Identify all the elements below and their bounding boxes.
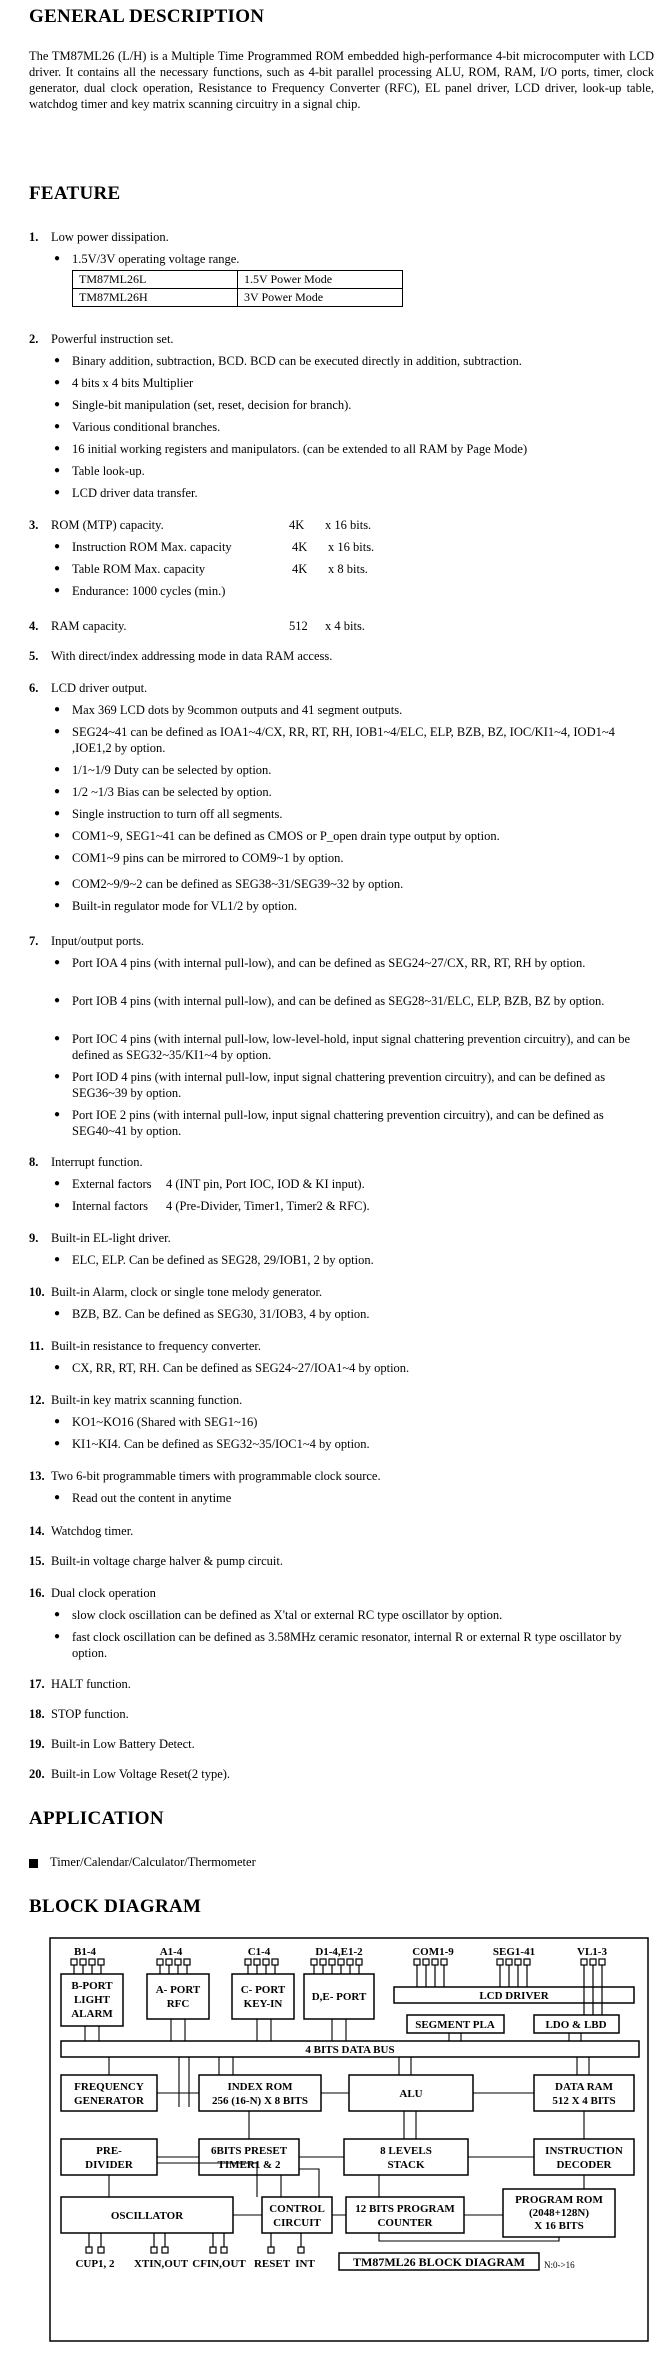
program-rom-label: X 16 BITS bbox=[534, 2220, 584, 2232]
feature-7-bullet: ● Port IOB 4 pins (with internal pull-low), and can be defined as SEG28~31/ELC, ELP, BZB, BZ by option. bbox=[54, 993, 649, 1009]
feature-2-bullet: ● 16 initial working registers and manipulators. (can be extended to all RAM by Page Mode) bbox=[54, 441, 649, 457]
feature-8-bullet: ● External factors 4 (INT pin, Port IOC, IOD & KI input). bbox=[54, 1176, 649, 1192]
feature-2-bullet: ● LCD driver data transfer. bbox=[54, 485, 649, 501]
b-port-label: B-PORT bbox=[71, 1980, 113, 1992]
data-ram-label: 512 X 4 BITS bbox=[552, 2095, 616, 2107]
feature-3-bullet: ● Instruction ROM Max. capacity 4K x 16 bits. bbox=[54, 539, 649, 555]
feature-2-bullet: ● Single-bit manipulation (set, reset, decision for branch). bbox=[54, 397, 649, 413]
program-rom-label: PROGRAM ROM bbox=[515, 2194, 603, 2206]
timer-label: TIMER1 & 2 bbox=[217, 2159, 281, 2171]
feature-12: 12. Built-in key matrix scanning function. bbox=[29, 1393, 243, 1407]
index-rom-label: 256 (16-N) X 8 BITS bbox=[212, 2095, 308, 2107]
square-bullet-icon bbox=[29, 1859, 38, 1868]
a-port-block bbox=[147, 1974, 209, 2019]
feature-3: 3. ROM (MTP) capacity. 4K x 16 bits. bbox=[29, 518, 372, 532]
feature-2-bullet: ● Various conditional branches. bbox=[54, 419, 649, 435]
table-row: TM87ML26L 1.5V Power Mode bbox=[73, 271, 403, 289]
data-ram-label: DATA RAM bbox=[555, 2081, 613, 2093]
frequency-generator-label: GENERATOR bbox=[74, 2095, 144, 2107]
stack-label: STACK bbox=[387, 2159, 425, 2171]
pin-label-de: D1-4,E1-2 bbox=[315, 1946, 363, 1958]
feature-8: 8. Interrupt function. bbox=[29, 1155, 143, 1169]
feature-1-bullet: ● 1.5V/3V operating voltage range. bbox=[54, 251, 649, 267]
feature-3-bullet: ● Table ROM Max. capacity 4K x 8 bits. bbox=[54, 561, 649, 577]
block-diagram-heading: BLOCK DIAGRAM bbox=[29, 1896, 202, 1917]
pin-label-b: B1-4 bbox=[74, 1946, 96, 1958]
de-port-label: D,E- PORT bbox=[311, 1991, 367, 2003]
feature-2-bullet: ● Binary addition, subtraction, BCD. BCD can be executed directly in addition, subtraction. bbox=[54, 353, 649, 369]
feature-6-bullet: ● Max 369 LCD dots by 9common outputs and 41 segment outputs. bbox=[54, 702, 649, 718]
feature-2-bullet: ● Table look-up. bbox=[54, 463, 649, 479]
feature-3-bullet: ● Endurance: 1000 cycles (min.) bbox=[54, 583, 649, 599]
feature-19: 19. Built-in Low Battery Detect. bbox=[29, 1737, 195, 1751]
program-counter-label: COUNTER bbox=[377, 2217, 433, 2229]
feature-16: 16. Dual clock operation bbox=[29, 1586, 156, 1600]
feature-14: 14. Watchdog timer. bbox=[29, 1524, 134, 1538]
pin-label-c: C1-4 bbox=[247, 1946, 271, 1958]
feature-8-bullet: ● Internal factors 4 (Pre-Divider, Timer1, Timer2 & RFC). bbox=[54, 1198, 649, 1214]
program-counter-label: 12 BITS PROGRAM bbox=[355, 2203, 455, 2215]
b-port-label: ALARM bbox=[71, 2008, 113, 2020]
feature-6-bullet: ● SEG24~41 can be defined as IOA1~4/CX, RR, RT, RH, IOB1~4/ELC, ELP, BZB, BZ, IOC/KI1~4, IOD1~4 ,IOE1,2 by option. bbox=[54, 724, 649, 756]
pre-divider-label: DIVIDER bbox=[85, 2159, 133, 2171]
feature-1: 1. Low power dissipation. bbox=[29, 230, 169, 244]
diagram-caption: TM87ML26 BLOCK DIAGRAM bbox=[353, 2255, 525, 2269]
feature-12-bullet: ● KO1~KO16 (Shared with SEG1~16) bbox=[54, 1414, 649, 1430]
pin-label-com: COM1-9 bbox=[412, 1946, 454, 1958]
pin-label-cup: CUP1, 2 bbox=[75, 2258, 115, 2270]
feature-10-bullet: ● BZB, BZ. Can be defined as SEG30, 31/IOB3, 4 by option. bbox=[54, 1306, 649, 1322]
ldo-lbd-label: LDO & LBD bbox=[545, 2019, 607, 2031]
feature-6-bullet: ● 1/2 ~1/3 Bias can be selected by option. bbox=[54, 784, 649, 800]
bottom-pins bbox=[86, 2233, 304, 2253]
instruction-decoder-label: DECODER bbox=[556, 2159, 612, 2171]
feature-20: 20. Built-in Low Voltage Reset(2 type). bbox=[29, 1767, 231, 1781]
c-port-label: C- PORT bbox=[240, 1984, 286, 1996]
stack-label: 8 LEVELS bbox=[380, 2145, 432, 2157]
feature-7-bullet: ● Port IOD 4 pins (with internal pull-low, input signal chattering prevention circuitry), and can be defined as SEG36~39 by option. bbox=[54, 1069, 649, 1101]
pin-label-a: A1-4 bbox=[159, 1946, 183, 1958]
feature-6-bullet: ● Single instruction to turn off all segments. bbox=[54, 806, 649, 822]
pin-label-vl: VL1-3 bbox=[577, 1946, 607, 1958]
feature-11: 11. Built-in resistance to frequency converter. bbox=[29, 1339, 261, 1353]
table-row: TM87ML26H 3V Power Mode bbox=[73, 289, 403, 307]
feature-16-bullet: ● slow clock oscillation can be defined as X'tal or external RC type oscillator by option. bbox=[54, 1607, 649, 1623]
feature-12-bullet: ● KI1~KI4. Can be defined as SEG32~35/IOC1~4 by option. bbox=[54, 1436, 649, 1452]
feature-2-bullet: ● 4 bits x 4 bits Multiplier bbox=[54, 375, 649, 391]
feature-5: 5. With direct/index addressing mode in data RAM access. bbox=[29, 649, 333, 663]
pin-label-int: INT bbox=[295, 2258, 315, 2270]
b-port-label: LIGHT bbox=[73, 1994, 111, 2006]
timer-label: 6BITS PRESET bbox=[210, 2145, 288, 2157]
c-port-block bbox=[232, 1974, 294, 2019]
feature-heading: FEATURE bbox=[29, 183, 121, 204]
pin-label-reset: RESET bbox=[253, 2258, 291, 2270]
pin-label-seg: SEG1-41 bbox=[492, 1946, 536, 1958]
a-port-label: RFC bbox=[166, 1998, 190, 2010]
feature-10: 10. Built-in Alarm, clock or single tone melody generator. bbox=[29, 1285, 323, 1299]
lcd-driver-label: LCD DRIVER bbox=[479, 1990, 549, 2002]
block-diagram bbox=[49, 1937, 649, 2342]
feature-6-bullet: ● COM2~9/9~2 can be defined as SEG38~31/SEG39~32 by option. bbox=[54, 876, 649, 892]
instruction-decoder-label: INSTRUCTION bbox=[545, 2145, 623, 2157]
feature-6-bullet: ● Built-in regulator mode for VL1/2 by option. bbox=[54, 898, 649, 914]
data-bus-label: 4 BITS DATA BUS bbox=[305, 2044, 395, 2056]
feature-13-bullet: ● Read out the content in anytime bbox=[54, 1490, 649, 1506]
feature-7-bullet: ● Port IOA 4 pins (with internal pull-low), and can be defined as SEG24~27/CX, RR, RT, RH by option. bbox=[54, 955, 649, 971]
feature-4: 4. RAM capacity. 512 x 4 bits. bbox=[29, 619, 365, 633]
feature-7-bullet: ● Port IOC 4 pins (with internal pull-low, low-level-hold, input signal chattering prevention circuitry), and can be defined as SEG32~35/KI1~4 by option. bbox=[54, 1031, 649, 1063]
application-item: Timer/Calendar/Calculator/Thermometer bbox=[29, 1854, 256, 1870]
feature-13: 13. Two 6-bit programmable timers with programmable clock source. bbox=[29, 1469, 381, 1483]
c-port-label: KEY-IN bbox=[243, 1998, 283, 2010]
feature-6-bullet: ● 1/1~1/9 Duty can be selected by option. bbox=[54, 762, 649, 778]
feature-6: 6. LCD driver output. bbox=[29, 681, 148, 695]
power-mode-table bbox=[72, 270, 403, 307]
a-port-label: A- PORT bbox=[155, 1984, 201, 1996]
feature-2: 2. Powerful instruction set. bbox=[29, 332, 174, 346]
pre-divider-label: PRE- bbox=[96, 2145, 122, 2157]
oscillator-label: OSCILLATOR bbox=[110, 2210, 184, 2222]
general-description-heading: GENERAL DESCRIPTION bbox=[29, 6, 265, 27]
feature-11-bullet: ● CX, RR, RT, RH. Can be defined as SEG24~27/IOA1~4 by option. bbox=[54, 1360, 649, 1376]
feature-9-bullet: ● ELC, ELP. Can be defined as SEG28, 29/IOB1, 2 by option. bbox=[54, 1252, 649, 1268]
feature-6-bullet: ● COM1~9 pins can be mirrored to COM9~1 by option. bbox=[54, 850, 649, 866]
general-description-text: The TM87ML26 (L/H) is a Multiple Time Programmed ROM embedded high-performance 4-bit microcomputer with LCD driver. It contains all the necessary functions, such as 4-bit parallel processing ALU, ROM, RAM, I/O ports, timer, clock generator, dual clock operation, Resistance to Frequency Converter (RFC), EL panel driver, LCD driver, look-up table, watchdog timer and key matrix scanning circuitry in a signal chip. bbox=[29, 49, 654, 111]
segment-pla-label: SEGMENT PLA bbox=[415, 2019, 495, 2031]
feature-16-bullet: ● fast clock oscillation can be defined as 3.58MHz ceramic resonator, internal R or external R type oscillator by option. bbox=[54, 1629, 649, 1661]
pin-label-cfin: CFIN,OUT bbox=[192, 2258, 246, 2270]
feature-18: 18. STOP function. bbox=[29, 1707, 129, 1721]
index-rom-label: INDEX ROM bbox=[227, 2081, 293, 2093]
feature-6-bullet: ● COM1~9, SEG1~41 can be defined as CMOS or P_open drain type output by option. bbox=[54, 828, 649, 844]
diagram-caption-note: N:0->16 bbox=[544, 2260, 575, 2270]
feature-15: 15. Built-in voltage charge halver & pump circuit. bbox=[29, 1554, 283, 1568]
feature-9: 9. Built-in EL-light driver. bbox=[29, 1231, 171, 1245]
alu-label: ALU bbox=[399, 2088, 423, 2100]
feature-17: 17. HALT function. bbox=[29, 1677, 131, 1691]
application-heading: APPLICATION bbox=[29, 1808, 164, 1829]
program-rom-label: (2048+128N) bbox=[528, 2207, 590, 2219]
frequency-generator-label: FREQUENCY bbox=[74, 2081, 144, 2093]
feature-7: 7. Input/output ports. bbox=[29, 934, 145, 948]
pin-label-xtin: XTIN,OUT bbox=[133, 2258, 189, 2270]
control-circuit-label: CONTROL bbox=[269, 2203, 325, 2215]
feature-7-bullet: ● Port IOE 2 pins (with internal pull-low, input signal chattering prevention circuitry), and can be defined as SEG40~41 by option. bbox=[54, 1107, 649, 1139]
control-circuit-label: CIRCUIT bbox=[273, 2217, 321, 2229]
